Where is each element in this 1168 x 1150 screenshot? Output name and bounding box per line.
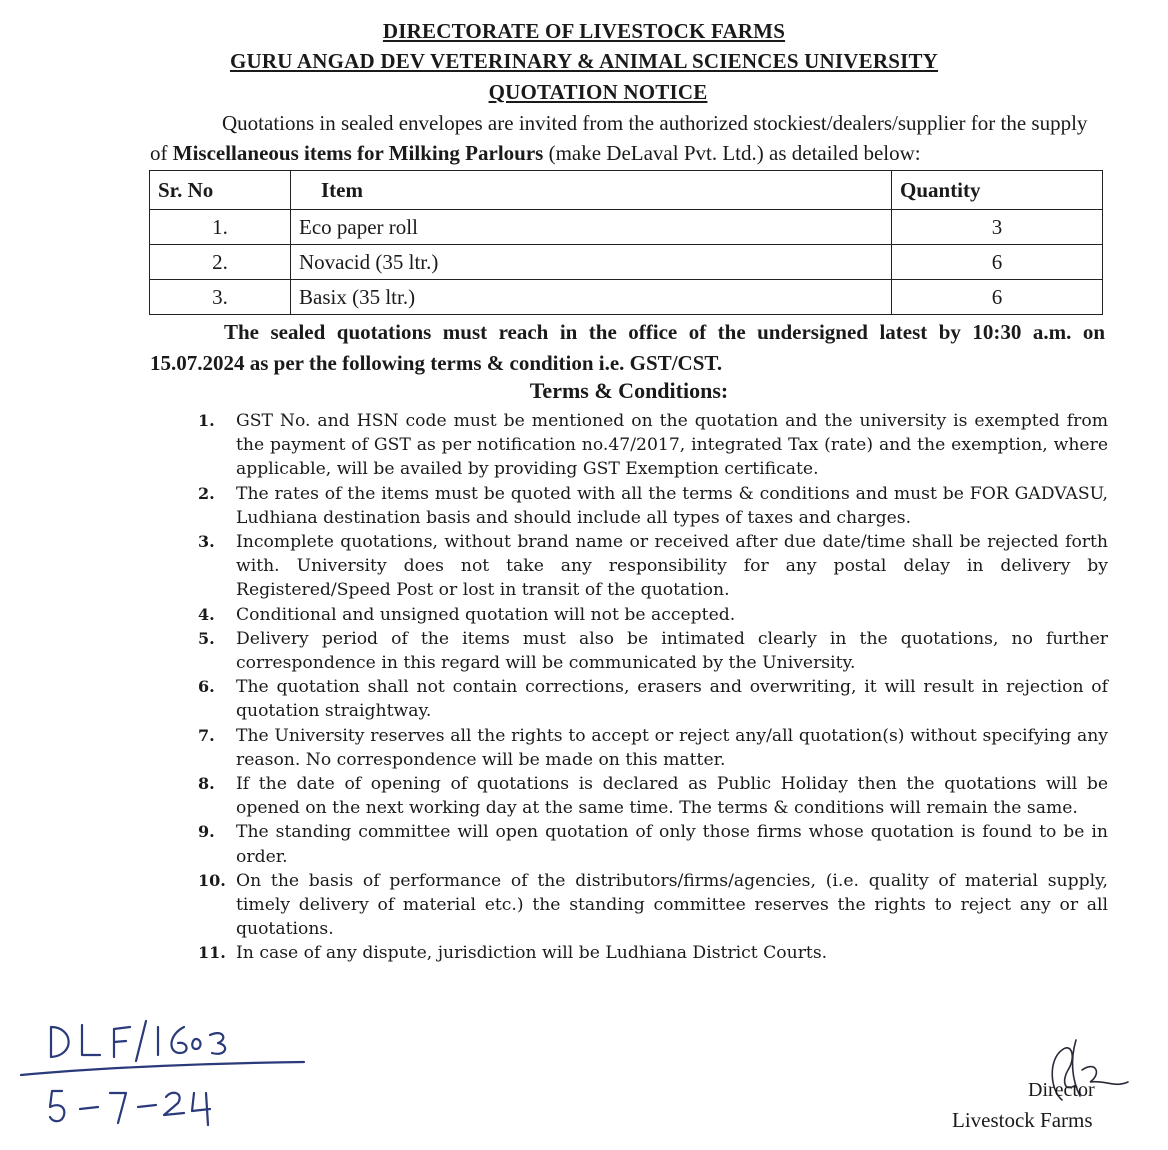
- list-item: [198, 482, 1108, 530]
- cell-sr: 3.: [150, 280, 291, 315]
- header-university: GURU ANGAD DEV VETERINARY & ANIMAL SCIENCES UNIVERSITY: [229, 49, 939, 73]
- col-header-item: Item: [291, 171, 892, 210]
- cell-item: Novacid (35 ltr.): [291, 245, 892, 280]
- intro-text-2: (make DeLaval Pvt. Ltd.) as detailed below:: [543, 141, 921, 165]
- table-row: [150, 280, 1103, 315]
- term-text: Delivery period of the items must also be intimated clearly in the quotations, no further correspondence in this regard will be communicated by the University.: [236, 628, 1108, 674]
- term-number: 8.: [198, 774, 215, 794]
- list-item: [198, 675, 1108, 723]
- term-text: If the date of opening of quotations is declared as Public Holiday then the quotations will be opened on the next working day at the same time. The terms & conditions will remain the same.: [236, 774, 1108, 819]
- intro-paragraph: [150, 108, 1105, 168]
- table-row: [150, 245, 1103, 280]
- signature-title: Director: [1028, 1079, 1095, 1101]
- term-text: Conditional and unsigned quotation will not be accepted.: [236, 604, 736, 625]
- term-number: 2.: [198, 483, 215, 503]
- list-item: [198, 724, 1108, 772]
- terms-list: [198, 409, 1108, 966]
- term-number: 4.: [198, 604, 215, 624]
- list-item: [198, 627, 1108, 675]
- items-table: [149, 170, 1103, 315]
- term-number: 9.: [198, 822, 215, 842]
- cell-qty: 6: [892, 280, 1103, 315]
- term-number: 11.: [198, 943, 226, 963]
- intro-bold-items: Miscellaneous items for Milking Parlours: [172, 141, 544, 165]
- list-item: [198, 941, 1108, 965]
- term-text: The rates of the items must be quoted with all the terms & conditions and must be FOR GADVASU, Ludhiana destination basis and should include all types of taxes and charges.: [236, 483, 1108, 528]
- list-item: [198, 530, 1108, 603]
- table-row: [150, 210, 1103, 245]
- term-text: Incomplete quotations, without brand name or received after due date/time shall be rejected forth with. University does not take any responsibility for any postal delay in delivery by Registered/Speed Post or lost in transit of the quotation.: [236, 532, 1108, 601]
- table-header-row: [150, 171, 1103, 210]
- cell-item: Basix (35 ltr.): [291, 280, 892, 315]
- col-header-sr: Sr. No: [150, 171, 291, 210]
- cell-sr: 1.: [150, 210, 291, 245]
- cell-qty: 6: [892, 245, 1103, 280]
- deadline-text: The sealed quotations must reach in the office of the undersigned latest by 10:30 a.m. on 15.07.2024 as per the following terms & condition i.e. GST/CST.: [150, 320, 1105, 375]
- term-number: 7.: [198, 725, 215, 745]
- term-number: 10.: [198, 870, 226, 890]
- terms-title: Terms & Conditions:: [529, 378, 729, 403]
- term-text: On the basis of performance of the distributors/firms/agencies, (i.e. quality of material supply, timely delivery of material etc.) the standing committee reserves the rights to reject any or all quotations.: [236, 870, 1108, 940]
- list-item: [198, 409, 1108, 482]
- handwritten-reference: [18, 1015, 318, 1135]
- term-text: In case of any dispute, jurisdiction will be Ludhiana District Courts.: [236, 943, 828, 964]
- col-header-quantity: Quantity: [892, 171, 1103, 210]
- term-number: 3.: [198, 532, 215, 552]
- cell-item: Eco paper roll: [291, 210, 892, 245]
- term-text: The quotation shall not contain corrections, erasers and overwriting, it will result in rejection of quotation straightway.: [236, 677, 1108, 722]
- list-item: [198, 820, 1108, 868]
- term-text: The University reserves all the rights to accept or reject any/all quotation(s) without specifying any reason. No correspondence will be made on this matter.: [236, 725, 1108, 770]
- term-number: 5.: [198, 628, 215, 648]
- deadline-paragraph: [150, 317, 1105, 379]
- term-text: GST No. and HSN code must be mentioned on the quotation and the university is exempted from the payment of GST as per notification no.47/2017, integrated Tax (rate) and the exemption, where applicable, will be availed by providing GST Exemption certificate.: [236, 411, 1108, 480]
- header-directorate: DIRECTORATE OF LIVESTOCK FARMS: [382, 19, 786, 43]
- term-number: 1.: [198, 411, 215, 430]
- list-item: [198, 772, 1108, 820]
- term-number: 6.: [198, 677, 215, 697]
- list-item: [198, 869, 1108, 942]
- term-text: The standing committee will open quotation of only those firms whose quotation is found to be in order.: [236, 822, 1108, 867]
- cell-sr: 2.: [150, 245, 291, 280]
- intro-text-1: Quotations in sealed envelopes are invited from the authorized stockiest/dealers/supplier for the supply of: [150, 111, 1088, 165]
- signature-subtitle: Livestock Farms: [952, 1108, 1093, 1132]
- list-item: [198, 603, 1108, 627]
- header-notice-title: QUOTATION NOTICE: [488, 80, 708, 104]
- cell-qty: 3: [892, 210, 1103, 245]
